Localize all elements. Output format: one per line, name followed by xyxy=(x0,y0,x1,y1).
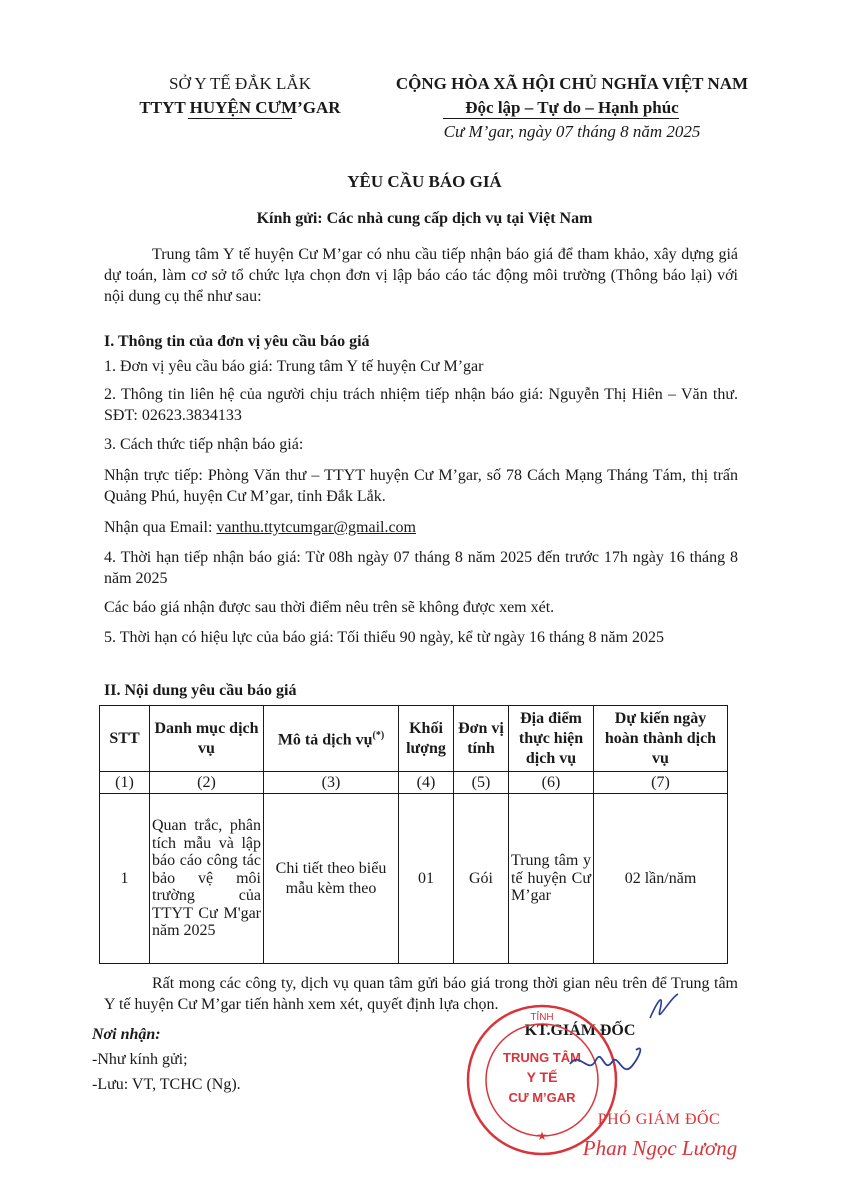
recipients-heading: Nơi nhận: xyxy=(92,1026,161,1043)
section-2-heading: II. Nội dung yêu cầu báo giá xyxy=(104,682,297,699)
header-location: Địa điểm thực hiện dịch vụ xyxy=(509,706,594,772)
header-description-text: Mô tả dịch vụ xyxy=(277,731,373,749)
section-1-item-5: 5. Thời hạn có hiệu lực của báo giá: Tối thiểu 90 ngày, kể từ ngày 16 tháng 8 năm 2025 xyxy=(104,629,665,646)
document-title: YÊU CẦU BÁO GIÁ xyxy=(347,172,502,191)
seal-ring-text: TỈNH xyxy=(530,1012,554,1023)
seal-line-2: Y TẾ xyxy=(526,1069,558,1085)
section-1-item-4: 4. Thời hạn tiếp nhận báo giá: Từ 08h ngày 07 tháng 8 năm 2025 đến trước 17h ngày 16 tháng 8 năm 2025 xyxy=(104,549,738,587)
motto: Độc lập – Tự do – Hạnh phúc xyxy=(465,98,679,117)
row-quantity: 01 xyxy=(399,794,454,964)
section-1-item-3: 3. Cách thức tiếp nhận báo giá: xyxy=(104,436,304,453)
header-service: Danh mục dịch vụ xyxy=(150,706,264,772)
header-quantity: Khối lượng xyxy=(399,706,454,772)
row-description: Chi tiết theo biểu mẫu kèm theo xyxy=(264,794,399,964)
late-note: Các báo giá nhận được sau thời điểm nêu trên sẽ không được xem xét. xyxy=(104,599,555,616)
header-stt: STT xyxy=(100,706,150,772)
table-numbering-row xyxy=(100,772,728,794)
nation-name: CỘNG HÒA XÃ HỘI CHỦ NGHĨA VIỆT NAM xyxy=(395,74,749,93)
agency-name: TTYT HUYỆN CƯM’GAR xyxy=(139,98,341,117)
table-row xyxy=(100,794,728,964)
header-description xyxy=(264,706,399,772)
col-number: (1) xyxy=(100,772,150,794)
section-1-item-2: 2. Thông tin liên hệ của người chịu trách nhiệm tiếp nhận báo giá: Nguyễn Thị Hiên – Văn thư. SĐT: 02623.3834133 xyxy=(104,386,738,424)
section-1-item-1: 1. Đơn vị yêu cầu báo giá: Trung tâm Y tế huyện Cư M’gar xyxy=(104,358,484,375)
col-number: (7) xyxy=(594,772,728,794)
seal-line-1: TRUNG TÂM xyxy=(503,1050,581,1065)
handwritten-signature xyxy=(560,980,700,1100)
recipients-line-1: -Như kính gửi; xyxy=(92,1051,188,1068)
agency-underline xyxy=(188,118,292,119)
row-service: Quan trắc, phân tích mẫu và lập báo cáo công tác bảo vệ môi trường của TTYT Cư M'gar năm 2025 xyxy=(150,794,264,964)
quote-request-table xyxy=(99,705,728,964)
parent-agency: SỞ Y TẾ ĐẮK LẮK xyxy=(169,74,311,93)
svg-text:★: ★ xyxy=(536,1129,548,1143)
signer-title: PHÓ GIÁM ĐỐC xyxy=(597,1111,721,1128)
col-number: (3) xyxy=(264,772,399,794)
row-unit: Gói xyxy=(454,794,509,964)
motto-underline xyxy=(443,118,679,119)
table-header-row xyxy=(100,706,728,772)
col-number: (2) xyxy=(150,772,264,794)
header-completion: Dự kiến ngày hoàn thành dịch vụ xyxy=(594,706,728,772)
col-number: (4) xyxy=(399,772,454,794)
signer-name: Phan Ngọc Lương xyxy=(582,1136,738,1160)
col-number: (6) xyxy=(509,772,594,794)
row-completion: 02 lần/năm xyxy=(594,794,728,964)
intro-paragraph: Trung tâm Y tế huyện Cư M’gar có nhu cầu tiếp nhận báo giá để tham khảo, xây dựng giá dự toán, làm cơ sở tổ chức lựa chọn đơn vị lập báo cáo tác động môi trường (Thông báo lại) với nội dung cụ thể như sau: xyxy=(104,246,738,305)
place-date: Cư M’gar, ngày 07 tháng 8 năm 2025 xyxy=(443,122,701,141)
header-description-footnote: (*) xyxy=(372,730,385,742)
section-1-heading: I. Thông tin của đơn vị yêu cầu báo giá xyxy=(104,333,370,350)
email-link[interactable]: vanthu.ttytcumgar@gmail.com xyxy=(216,519,416,536)
seal-line-3: CƯ M’GAR xyxy=(508,1090,576,1105)
row-stt: 1 xyxy=(100,794,150,964)
col-number: (5) xyxy=(454,772,509,794)
row-location: Trung tâm y tế huyện Cư M’gar xyxy=(509,794,594,964)
receipt-email-line xyxy=(104,517,738,538)
email-label: Nhận qua Email: xyxy=(104,519,217,536)
receipt-direct: Nhận trực tiếp: Phòng Văn thư – TTYT huyện Cư M’gar, số 78 Cách Mạng Tháng Tám, thị trấn Quảng Phú, huyện Cư M’gar, tỉnh Đắk Lắk. xyxy=(104,467,738,505)
recipient-line: Kính gửi: Các nhà cung cấp dịch vụ tại Việt Nam xyxy=(256,210,593,227)
recipients-line-2: -Lưu: VT, TCHC (Ng). xyxy=(92,1076,241,1093)
header-unit: Đơn vị tính xyxy=(454,706,509,772)
closing-paragraph: Rất mong các công ty, dịch vụ quan tâm gửi báo giá trong thời gian nêu trên để Trung tâm Y tế huyện Cư M’gar tiến hành xem xét, quyết định lựa chọn. xyxy=(104,975,738,1013)
signer-role: KT.GIÁM ĐỐC xyxy=(524,1022,636,1039)
